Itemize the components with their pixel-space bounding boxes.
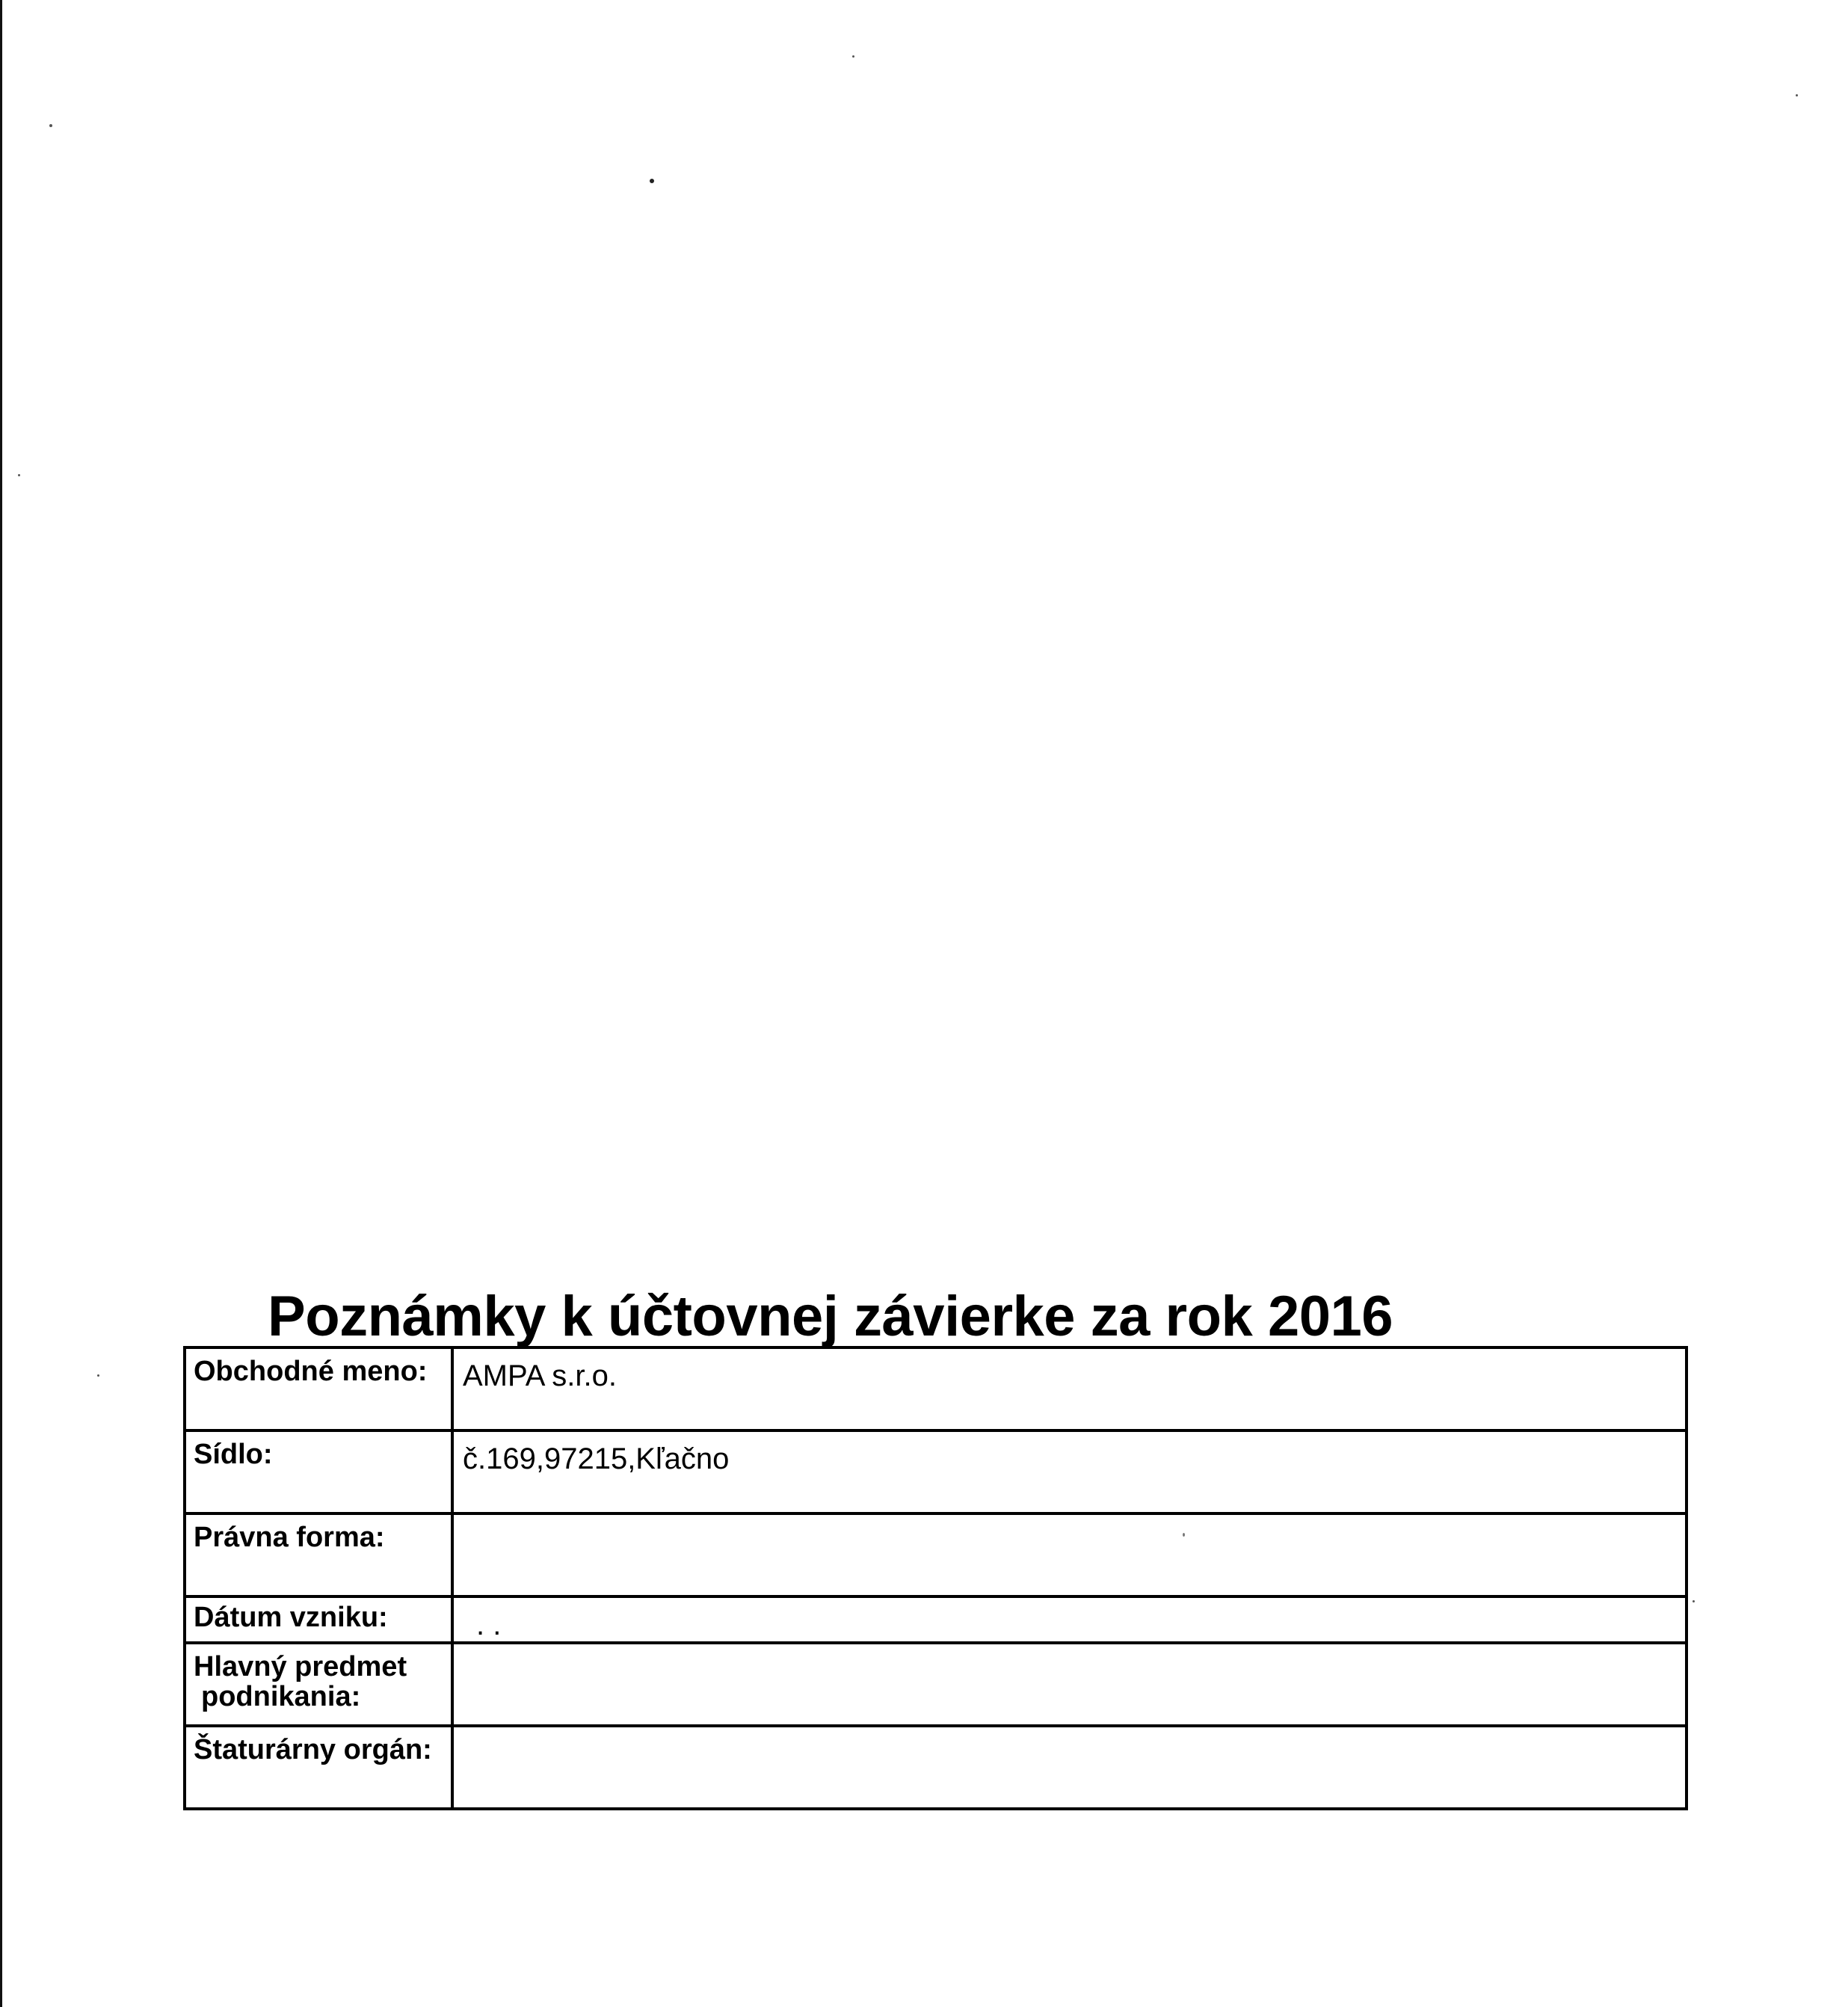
table-row (185, 1513, 1687, 1596)
main-business-value (452, 1643, 1687, 1726)
legal-form-value (452, 1513, 1687, 1596)
seat-value: č.169,97215,Kľačno (452, 1430, 1687, 1513)
table-row (185, 1430, 1687, 1513)
table-row (185, 1596, 1687, 1643)
scan-speck (852, 55, 854, 58)
table-row (185, 1643, 1687, 1726)
legal-form-label: Právna forma: (185, 1513, 452, 1596)
main-business-label (185, 1643, 452, 1726)
company-info-table (183, 1346, 1688, 1810)
table-row (185, 1347, 1687, 1430)
seat-label: Sídlo: (185, 1430, 452, 1513)
statutory-body-label: Štaturárny orgán: (185, 1726, 452, 1809)
main-business-label-line1: Hlavný predmet (194, 1651, 407, 1682)
scan-speck (650, 179, 654, 183)
business-name-value: AMPA s.r.o. (452, 1347, 1687, 1430)
document-title: Poznámky k účtovnej závierke za rok 2016 (268, 1284, 1393, 1348)
page-edge (0, 0, 2, 2007)
date-of-origin-label: Dátum vzniku: (185, 1596, 452, 1643)
scan-speck (18, 474, 20, 476)
main-business-label-line2: podnikania: (201, 1681, 361, 1712)
statutory-body-value (452, 1726, 1687, 1809)
scan-speck (1796, 94, 1798, 96)
table-row (185, 1726, 1687, 1809)
business-name-label: Obchodné meno: (185, 1347, 452, 1430)
scan-speck (1693, 1600, 1695, 1602)
date-of-origin-value: . . (452, 1596, 1687, 1643)
scan-speck (97, 1374, 99, 1377)
scan-speck (49, 124, 52, 127)
